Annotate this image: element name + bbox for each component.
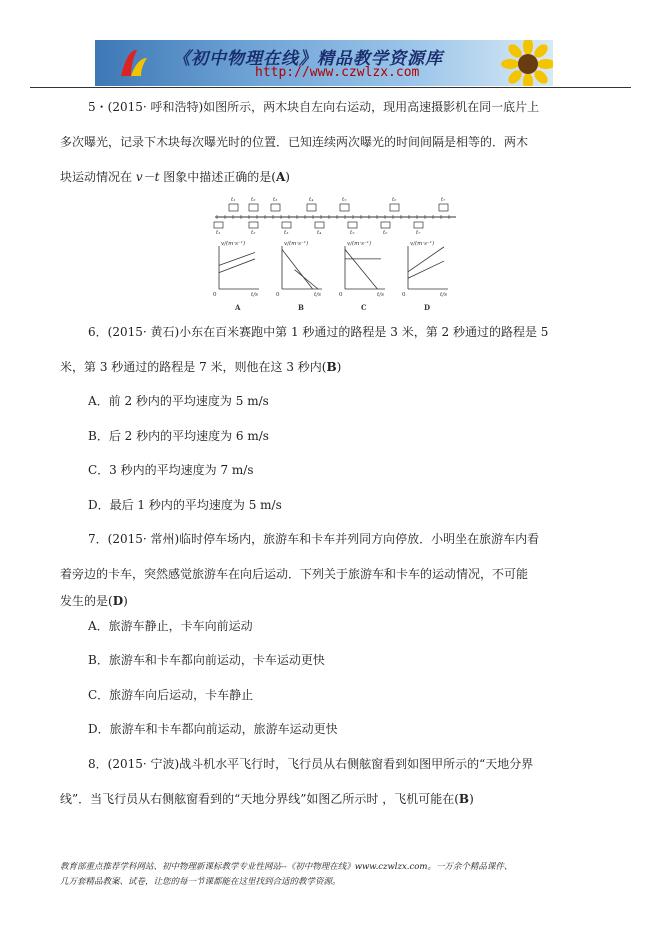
logo-icon — [117, 46, 151, 80]
bottom-block-4 — [315, 222, 324, 228]
top-label-5: t₅ — [342, 197, 347, 203]
site-title: 《初中物理在线》精品教学资源库 — [173, 49, 443, 69]
graph-label-A: A — [235, 303, 241, 312]
q7-answer: D — [112, 594, 124, 608]
q7-option-b: B．旅游车和卡车都向前运动，卡车运动更快 — [88, 653, 325, 667]
graph-line — [408, 261, 444, 278]
header-rule — [30, 87, 631, 88]
q8-line2-end: ) — [469, 792, 474, 806]
q7-option-c: C．旅游车向后运动，卡车静止 — [88, 688, 254, 702]
bottom-label-1: t₁ — [216, 230, 221, 236]
top-label-2: t₂ — [251, 197, 256, 203]
top-label-4: t₄ — [309, 197, 314, 203]
q7-line1: 7．(2015· 常州)临时停车场内，旅游车和卡车并列同方向停放．小明坐在旅游车内看 — [88, 532, 540, 546]
q7-option-a: A．旅游车静止，卡车向前运动 — [88, 619, 253, 633]
top-block-6 — [390, 204, 399, 211]
graph-line — [408, 247, 444, 272]
top-label-3: t₃ — [273, 197, 278, 203]
q5-figure — [213, 196, 458, 312]
graph-xlabel: t/s — [440, 292, 447, 298]
sunflower-icon — [497, 40, 553, 86]
q7-option-d: D．旅游车和卡车都向前运动，旅游车运动更快 — [88, 722, 338, 736]
bottom-label-5: t₅ — [350, 230, 355, 236]
header-banner — [95, 40, 553, 86]
graph-xlabel: t/s — [377, 292, 384, 298]
graph-line — [345, 249, 377, 289]
top-block-7 — [439, 204, 448, 211]
q8-line1: 8．(2015· 宁波)战斗机水平飞行时，飞行员从右侧舷窗看到如图甲所示的“天地分界 — [88, 757, 534, 771]
footer-line2: 几万套精品教案、试卷，让您的每一节课都能在这里找到合适的教学资源。 — [60, 877, 341, 887]
bottom-block-6 — [381, 222, 390, 228]
footer-line1: 教育部重点推荐学科网站、初中物理新课标教学专业性网站--《初中物理在线》www.czwlzx.com。一万余个精品课件、 — [60, 862, 513, 872]
q6-option-d: D．最后 1 秒内的平均速度为 5 m/s — [88, 498, 282, 512]
graph-origin: 0 — [276, 292, 280, 298]
q8-line2 — [60, 791, 474, 807]
bottom-block-3 — [282, 222, 291, 228]
q6-option-a: A．前 2 秒内的平均速度为 5 m/s — [88, 394, 269, 408]
graph-origin: 0 — [402, 292, 406, 298]
graph-xlabel: t/s — [251, 292, 258, 298]
q6-option-b: B．后 2 秒内的平均速度为 6 m/s — [88, 429, 269, 443]
bottom-block-1 — [214, 222, 223, 228]
q6-option-c: C．3 秒内的平均速度为 7 m/s — [88, 463, 254, 477]
top-block-5 — [340, 204, 349, 211]
q7-line3 — [60, 593, 128, 609]
graph-label-B: B — [298, 303, 304, 312]
graph-line — [219, 259, 255, 273]
bottom-label-4: t₄ — [317, 230, 322, 236]
q6-line2-end: ) — [336, 360, 342, 374]
bottom-block-7 — [414, 222, 423, 228]
q7-line2: 着旁边的卡车，突然感觉旅游车在向后运动．下列关于旅游车和卡车的运动情况，不可能 — [60, 567, 529, 581]
q5-line1: 5・(2015· 呼和浩特)如图所示，两木块自左向右运动，现用高速摄影机在同一底片上 — [88, 100, 540, 114]
graph-xlabel: t/s — [314, 292, 321, 298]
bottom-label-7: t₇ — [416, 230, 421, 236]
q5-line3 — [60, 169, 290, 185]
graph-ylabel: v/(m·s⁻¹) — [221, 241, 246, 247]
q6-line2-pre: 米，第 3 秒通过的路程是 7 米，则他在这 3 秒内( — [60, 360, 327, 374]
graph-ylabel: v/(m·s⁻¹) — [347, 241, 372, 247]
q5-line3-end: ) — [285, 170, 290, 184]
q5-line2: 多次曝光，记录下木块每次曝光时的位置．已知连续两次曝光的时间间隔是相等的．两木 — [60, 135, 529, 149]
q6-line2 — [60, 359, 341, 375]
graph-line — [219, 252, 255, 265]
graph-origin: 0 — [339, 292, 343, 298]
q7-line3-pre: 发生的是( — [60, 594, 113, 608]
bottom-label-3: t₃ — [284, 230, 289, 236]
top-block-3 — [271, 204, 280, 211]
graph-line — [282, 249, 313, 289]
graph-line — [295, 270, 318, 289]
top-block-2 — [249, 204, 258, 211]
q8-line2-pre: 线”．当飞行员从右侧舷窗看到的“天地分界线”如图乙所示时 ，飞机可能在( — [60, 792, 459, 806]
q5-variable: v－t — [135, 170, 160, 184]
graph-ylabel: v/(m·s⁻¹) — [410, 241, 435, 247]
bottom-label-2: t₂ — [251, 230, 256, 236]
q8-answer: B — [458, 792, 470, 806]
q6-line1: 6．(2015· 黄石)小东在百米赛跑中第 1 秒通过的路程是 3 米，第 2 秒通过的路程是 5 — [88, 325, 549, 339]
bottom-label-6: t₆ — [383, 230, 388, 236]
top-label-6: t₆ — [392, 197, 397, 203]
graph-label-D: D — [424, 303, 431, 312]
graph-origin: 0 — [213, 292, 217, 298]
graph-ylabel: v/(m·s⁻¹) — [284, 241, 309, 247]
bottom-block-2 — [249, 222, 258, 228]
q5-line3-pre: 块运动情况在 — [60, 170, 133, 184]
top-block-1 — [229, 204, 238, 211]
graph-label-C: C — [361, 303, 367, 312]
bottom-block-5 — [348, 222, 357, 228]
q5-line3-mid: 图象中描述正确的是( — [163, 170, 276, 184]
top-block-4 — [307, 204, 316, 211]
q5-answer: A — [275, 170, 286, 184]
q7-line3-end: ) — [123, 594, 128, 608]
q6-answer: B — [326, 360, 337, 374]
top-label-1: t₁ — [231, 197, 236, 203]
site-url: http://www.czwlzx.com — [255, 65, 420, 80]
top-label-7: t₇ — [441, 197, 446, 203]
